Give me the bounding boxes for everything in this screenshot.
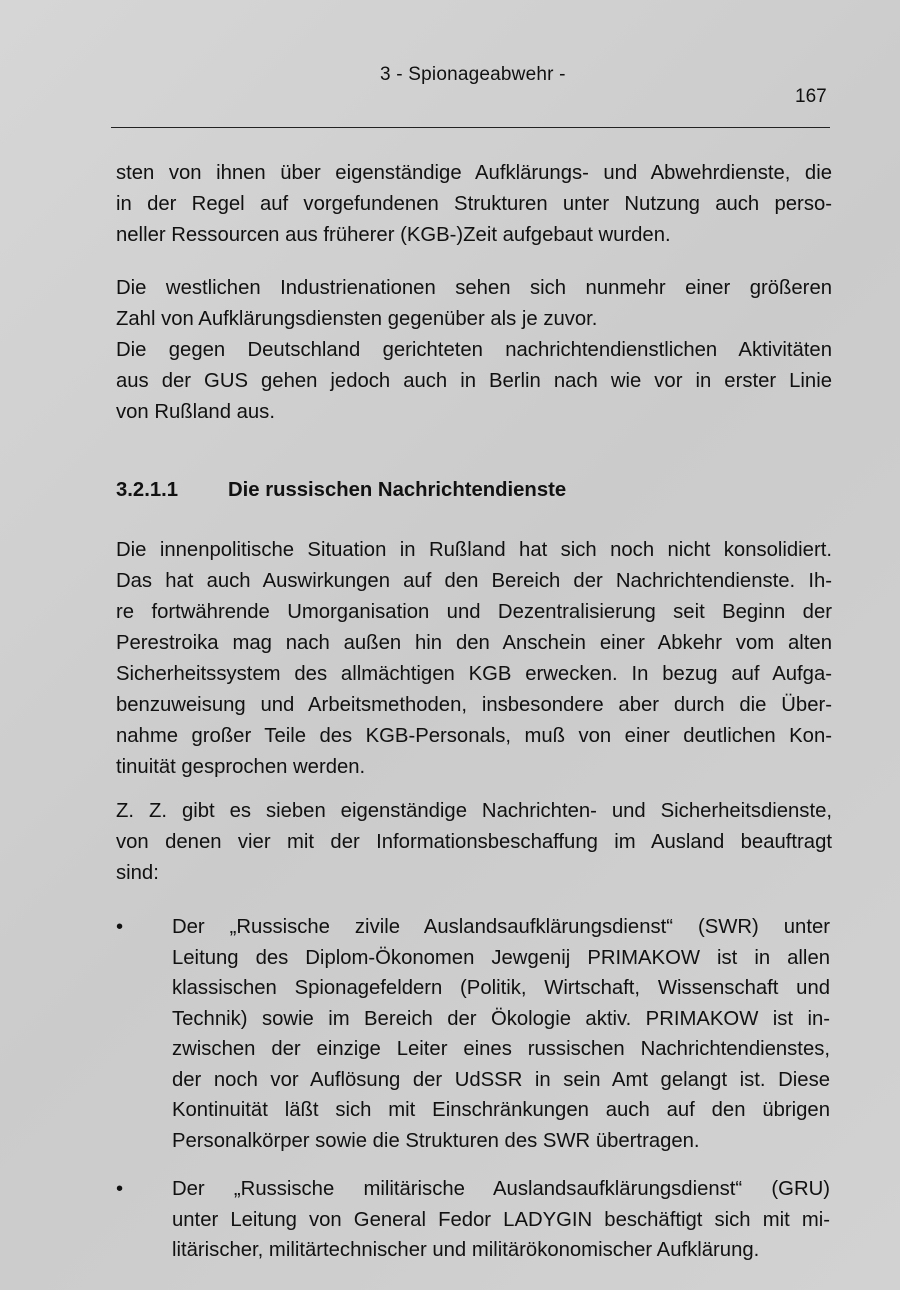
text-line: aus der GUS gehen jedoch auch in Berlin nach wie vor in erster Linie (116, 370, 832, 392)
text-line: Die gegen Deutschland gerichteten nachrichtendienstlichen Aktivitäten (116, 339, 832, 361)
text-line: der noch vor Auflösung der UdSSR in sein Amt gelangt ist. Diese (172, 1068, 830, 1091)
bullet-item-swr (172, 912, 830, 1156)
bullet-marker: • (116, 1178, 124, 1200)
running-header: 3 - Spionageabwehr - (380, 64, 566, 85)
text-line: von Rußland aus. (116, 401, 275, 423)
paragraph-2 (116, 273, 832, 428)
text-line: Die innenpolitische Situation in Rußland hat sich noch nicht konsolidiert. (116, 539, 832, 561)
section-title: Die russischen Nachrichtendienste (228, 479, 567, 501)
text-line: Kontinuität läßt sich mit Einschränkungen auch auf den übrigen (172, 1099, 830, 1121)
text-line: von denen vier mit der Informationsbeschaffung im Ausland beauftragt (116, 831, 832, 853)
text-line: re fortwährende Umorganisation und Dezentralisierung seit Beginn der (116, 601, 832, 623)
text-line: Der „Russische zivile Auslandsaufklärungsdienst“ (SWR) unter (172, 916, 830, 938)
text-line: Die westlichen Industrienationen sehen sich nunmehr einer größeren (116, 277, 832, 299)
paragraph-4 (116, 796, 832, 889)
page-number: 167 (795, 86, 827, 107)
paragraph-1 (116, 158, 832, 251)
text-line: Z. Z. gibt es sieben eigenständige Nachrichten- und Sicherheitsdienste, (116, 800, 832, 822)
text-line: Technik) sowie im Bereich der Ökologie aktiv. PRIMAKOW ist in- (172, 1007, 830, 1030)
text-line: sten von ihnen über eigenständige Aufklärungs- und Abwehrdienste, die (116, 162, 832, 184)
bullet-marker: • (116, 916, 124, 938)
text-line: unter Leitung von General Fedor LADYGIN beschäftigt sich mit mi- (172, 1208, 830, 1231)
text-line: klassischen Spionagefeldern (Politik, Wirtschaft, Wissenschaft und (172, 977, 830, 999)
text-line: Leitung des Diplom-Ökonomen Jewgenij PRIMAKOW ist in allen (172, 946, 830, 969)
text-line: nahme großer Teile des KGB-Personals, muß von einer deutlichen Kon- (116, 725, 832, 747)
text-line: Personalkörper sowie die Strukturen des SWR übertragen. (172, 1129, 700, 1152)
section-number: 3.2.1.1 (116, 479, 179, 501)
text-line: Zahl von Aufklärungsdiensten gegenüber als je zuvor. (116, 308, 598, 330)
text-line: Der „Russische militärische Auslandsaufklärungsdienst“ (GRU) (172, 1178, 830, 1200)
text-line: neller Ressourcen aus früherer (KGB-)Zeit aufgebaut wurden. (116, 224, 671, 246)
text-line: sind: (116, 862, 159, 884)
text-line: Perestroika mag nach außen hin den Anschein einer Abkehr vom alten (116, 632, 832, 654)
text-line: zwischen der einzige Leiter eines russischen Nachrichtendienstes, (172, 1038, 830, 1060)
text-line: in der Regel auf vorgefundenen Strukturen unter Nutzung auch perso- (116, 193, 832, 215)
paragraph-3 (116, 535, 832, 783)
text-line: litärischer, militärtechnischer und militärökonomischer Aufklärung. (172, 1239, 760, 1261)
text-line: Sicherheitssystem des allmächtigen KGB erwecken. In bezug auf Aufga- (116, 663, 832, 685)
bullet-item-gru (172, 1174, 830, 1266)
section-heading (116, 479, 566, 502)
text-line: tinuität gesprochen werden. (116, 756, 366, 778)
text-line: Das hat auch Auswirkungen auf den Bereich der Nachrichtendienste. Ih- (116, 570, 832, 592)
header-rule (111, 127, 830, 128)
text-line: benzuweisung und Arbeitsmethoden, insbesondere aber durch die Über- (116, 694, 832, 716)
